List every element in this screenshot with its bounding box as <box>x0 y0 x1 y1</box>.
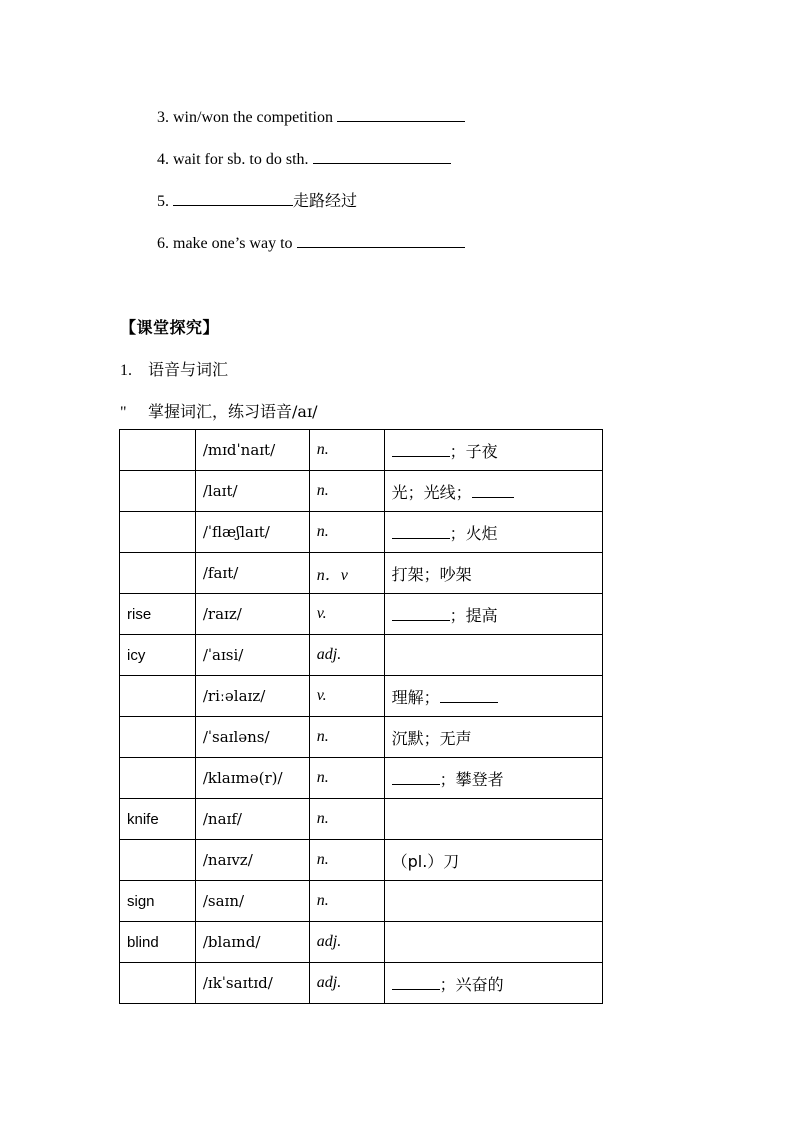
vocab-pos: n. <box>309 799 384 840</box>
vocab-pos: v. <box>309 594 384 635</box>
phrase-item-4 <box>157 149 451 170</box>
phrase-item-3 <box>157 107 465 128</box>
vocab-phonetic: /naɪvz/ <box>195 840 309 881</box>
meaning-text: ；子夜 <box>449 441 498 461</box>
meaning-text: 光；光线； <box>391 482 472 502</box>
vocab-pos: n. <box>309 717 384 758</box>
vocab-word[interactable] <box>120 717 196 758</box>
vocab-phonetic: /ˈaɪsi/ <box>195 635 309 676</box>
vocab-phonetic: /ˈflæʃlaɪt/ <box>195 512 309 553</box>
vocab-meaning[interactable] <box>384 635 602 676</box>
meaning-text: ；火炬 <box>449 523 498 543</box>
vocab-pos: n. <box>309 430 384 471</box>
vocab-word[interactable] <box>120 553 196 594</box>
meaning-blank[interactable] <box>392 524 450 539</box>
vocab-pos: n．v <box>309 553 384 594</box>
meaning-text: （pl.）刀 <box>391 851 460 871</box>
vocab-pos: n. <box>309 840 384 881</box>
vocab-meaning[interactable] <box>384 799 602 840</box>
vocab-word: sign <box>120 881 196 922</box>
vocab-word: icy <box>120 635 196 676</box>
vocab-pos: n. <box>309 881 384 922</box>
meaning-text: ；兴奋的 <box>439 974 504 994</box>
vocab-word[interactable] <box>120 471 196 512</box>
vocab-phonetic: /klaɪmə(r)/ <box>195 758 309 799</box>
vocab-pos: adj. <box>309 635 384 676</box>
vocab-phonetic: /mɪdˈnaɪt/ <box>195 430 309 471</box>
vocab-phonetic: /laɪt/ <box>195 471 309 512</box>
vocab-meaning[interactable] <box>384 676 602 717</box>
vocab-row <box>120 553 603 594</box>
vocab-pos: n. <box>309 512 384 553</box>
vocab-row <box>120 717 603 758</box>
section-title-text: 语音与词汇 <box>148 360 229 379</box>
vocab-row <box>120 594 603 635</box>
vocab-phonetic: /ɪkˈsaɪtɪd/ <box>195 963 309 1004</box>
section-heading: 【课堂探究】 <box>120 318 220 337</box>
phrase-text: wait for sb. to do sth. <box>173 151 309 168</box>
answer-blank[interactable] <box>297 233 465 248</box>
vocabulary-table <box>119 429 603 1004</box>
vocab-phonetic: /ˈsaɪləns/ <box>195 717 309 758</box>
vocab-word[interactable] <box>120 840 196 881</box>
instruction-text: 掌握词汇，练习语音 <box>148 402 293 421</box>
vocab-row <box>120 799 603 840</box>
phrase-item-6 <box>157 233 465 254</box>
meaning-text: ；提高 <box>449 605 498 625</box>
vocab-word: blind <box>120 922 196 963</box>
vocab-row <box>120 471 603 512</box>
vocab-phonetic: /faɪt/ <box>195 553 309 594</box>
meaning-blank[interactable] <box>392 606 450 621</box>
phrase-number: 4. <box>157 151 169 168</box>
vocab-pos: adj. <box>309 963 384 1004</box>
vocab-row <box>120 963 603 1004</box>
phrase-number: 6. <box>157 235 169 252</box>
instruction-line <box>120 399 317 422</box>
vocab-word[interactable] <box>120 676 196 717</box>
vocab-row <box>120 840 603 881</box>
vocab-meaning[interactable] <box>384 922 602 963</box>
vocab-word[interactable] <box>120 512 196 553</box>
phrase-number: 3. <box>157 109 169 126</box>
meaning-blank[interactable] <box>392 975 440 990</box>
vocab-meaning[interactable] <box>384 963 602 1004</box>
answer-blank[interactable] <box>313 149 451 164</box>
phrase-text: win/won the competition <box>173 109 333 126</box>
vocab-meaning <box>384 840 602 881</box>
meaning-blank[interactable] <box>472 483 514 498</box>
instruction-ipa: /aɪ/ <box>292 402 318 421</box>
vocab-row <box>120 512 603 553</box>
vocab-pos: adj. <box>309 922 384 963</box>
meaning-blank[interactable] <box>392 442 450 457</box>
vocab-phonetic: /riːəlaɪz/ <box>195 676 309 717</box>
vocab-meaning[interactable] <box>384 594 602 635</box>
vocab-phonetic: /saɪn/ <box>195 881 309 922</box>
vocab-row <box>120 430 603 471</box>
vocab-row <box>120 758 603 799</box>
phrase-number: 5. <box>157 193 169 210</box>
phrase-text: 走路经过 <box>293 191 358 210</box>
answer-blank[interactable] <box>337 107 465 122</box>
vocab-meaning <box>384 553 602 594</box>
vocab-row <box>120 676 603 717</box>
vocab-phonetic: /blaɪnd/ <box>195 922 309 963</box>
meaning-blank[interactable] <box>392 770 440 785</box>
vocab-meaning[interactable] <box>384 471 602 512</box>
vocab-word: rise <box>120 594 196 635</box>
vocab-word[interactable] <box>120 758 196 799</box>
vocab-phonetic: /naɪf/ <box>195 799 309 840</box>
vocab-meaning[interactable] <box>384 512 602 553</box>
vocab-pos: v. <box>309 676 384 717</box>
vocab-pos: n. <box>309 758 384 799</box>
meaning-text: 沉默；无声 <box>391 728 472 748</box>
bullet-mark: " <box>120 404 127 421</box>
vocab-meaning <box>384 717 602 758</box>
answer-blank[interactable] <box>173 191 293 206</box>
meaning-text: 理解； <box>391 687 440 707</box>
vocab-meaning[interactable] <box>384 758 602 799</box>
meaning-text: ；攀登者 <box>439 769 504 789</box>
vocab-word[interactable] <box>120 963 196 1004</box>
vocab-pos: n. <box>309 471 384 512</box>
section-number: 1. <box>120 362 132 379</box>
section-title <box>120 357 228 380</box>
vocab-meaning[interactable] <box>384 881 602 922</box>
phrase-item-5 <box>157 191 357 212</box>
meaning-blank[interactable] <box>440 688 498 703</box>
vocab-row <box>120 635 603 676</box>
phrase-text: make one’s way to <box>173 235 293 252</box>
vocab-word[interactable] <box>120 430 196 471</box>
meaning-text: 打架；吵架 <box>391 564 472 584</box>
vocab-phonetic: /raɪz/ <box>195 594 309 635</box>
vocab-row <box>120 881 603 922</box>
vocab-meaning[interactable] <box>384 430 602 471</box>
vocab-row <box>120 922 603 963</box>
vocab-word: knife <box>120 799 196 840</box>
